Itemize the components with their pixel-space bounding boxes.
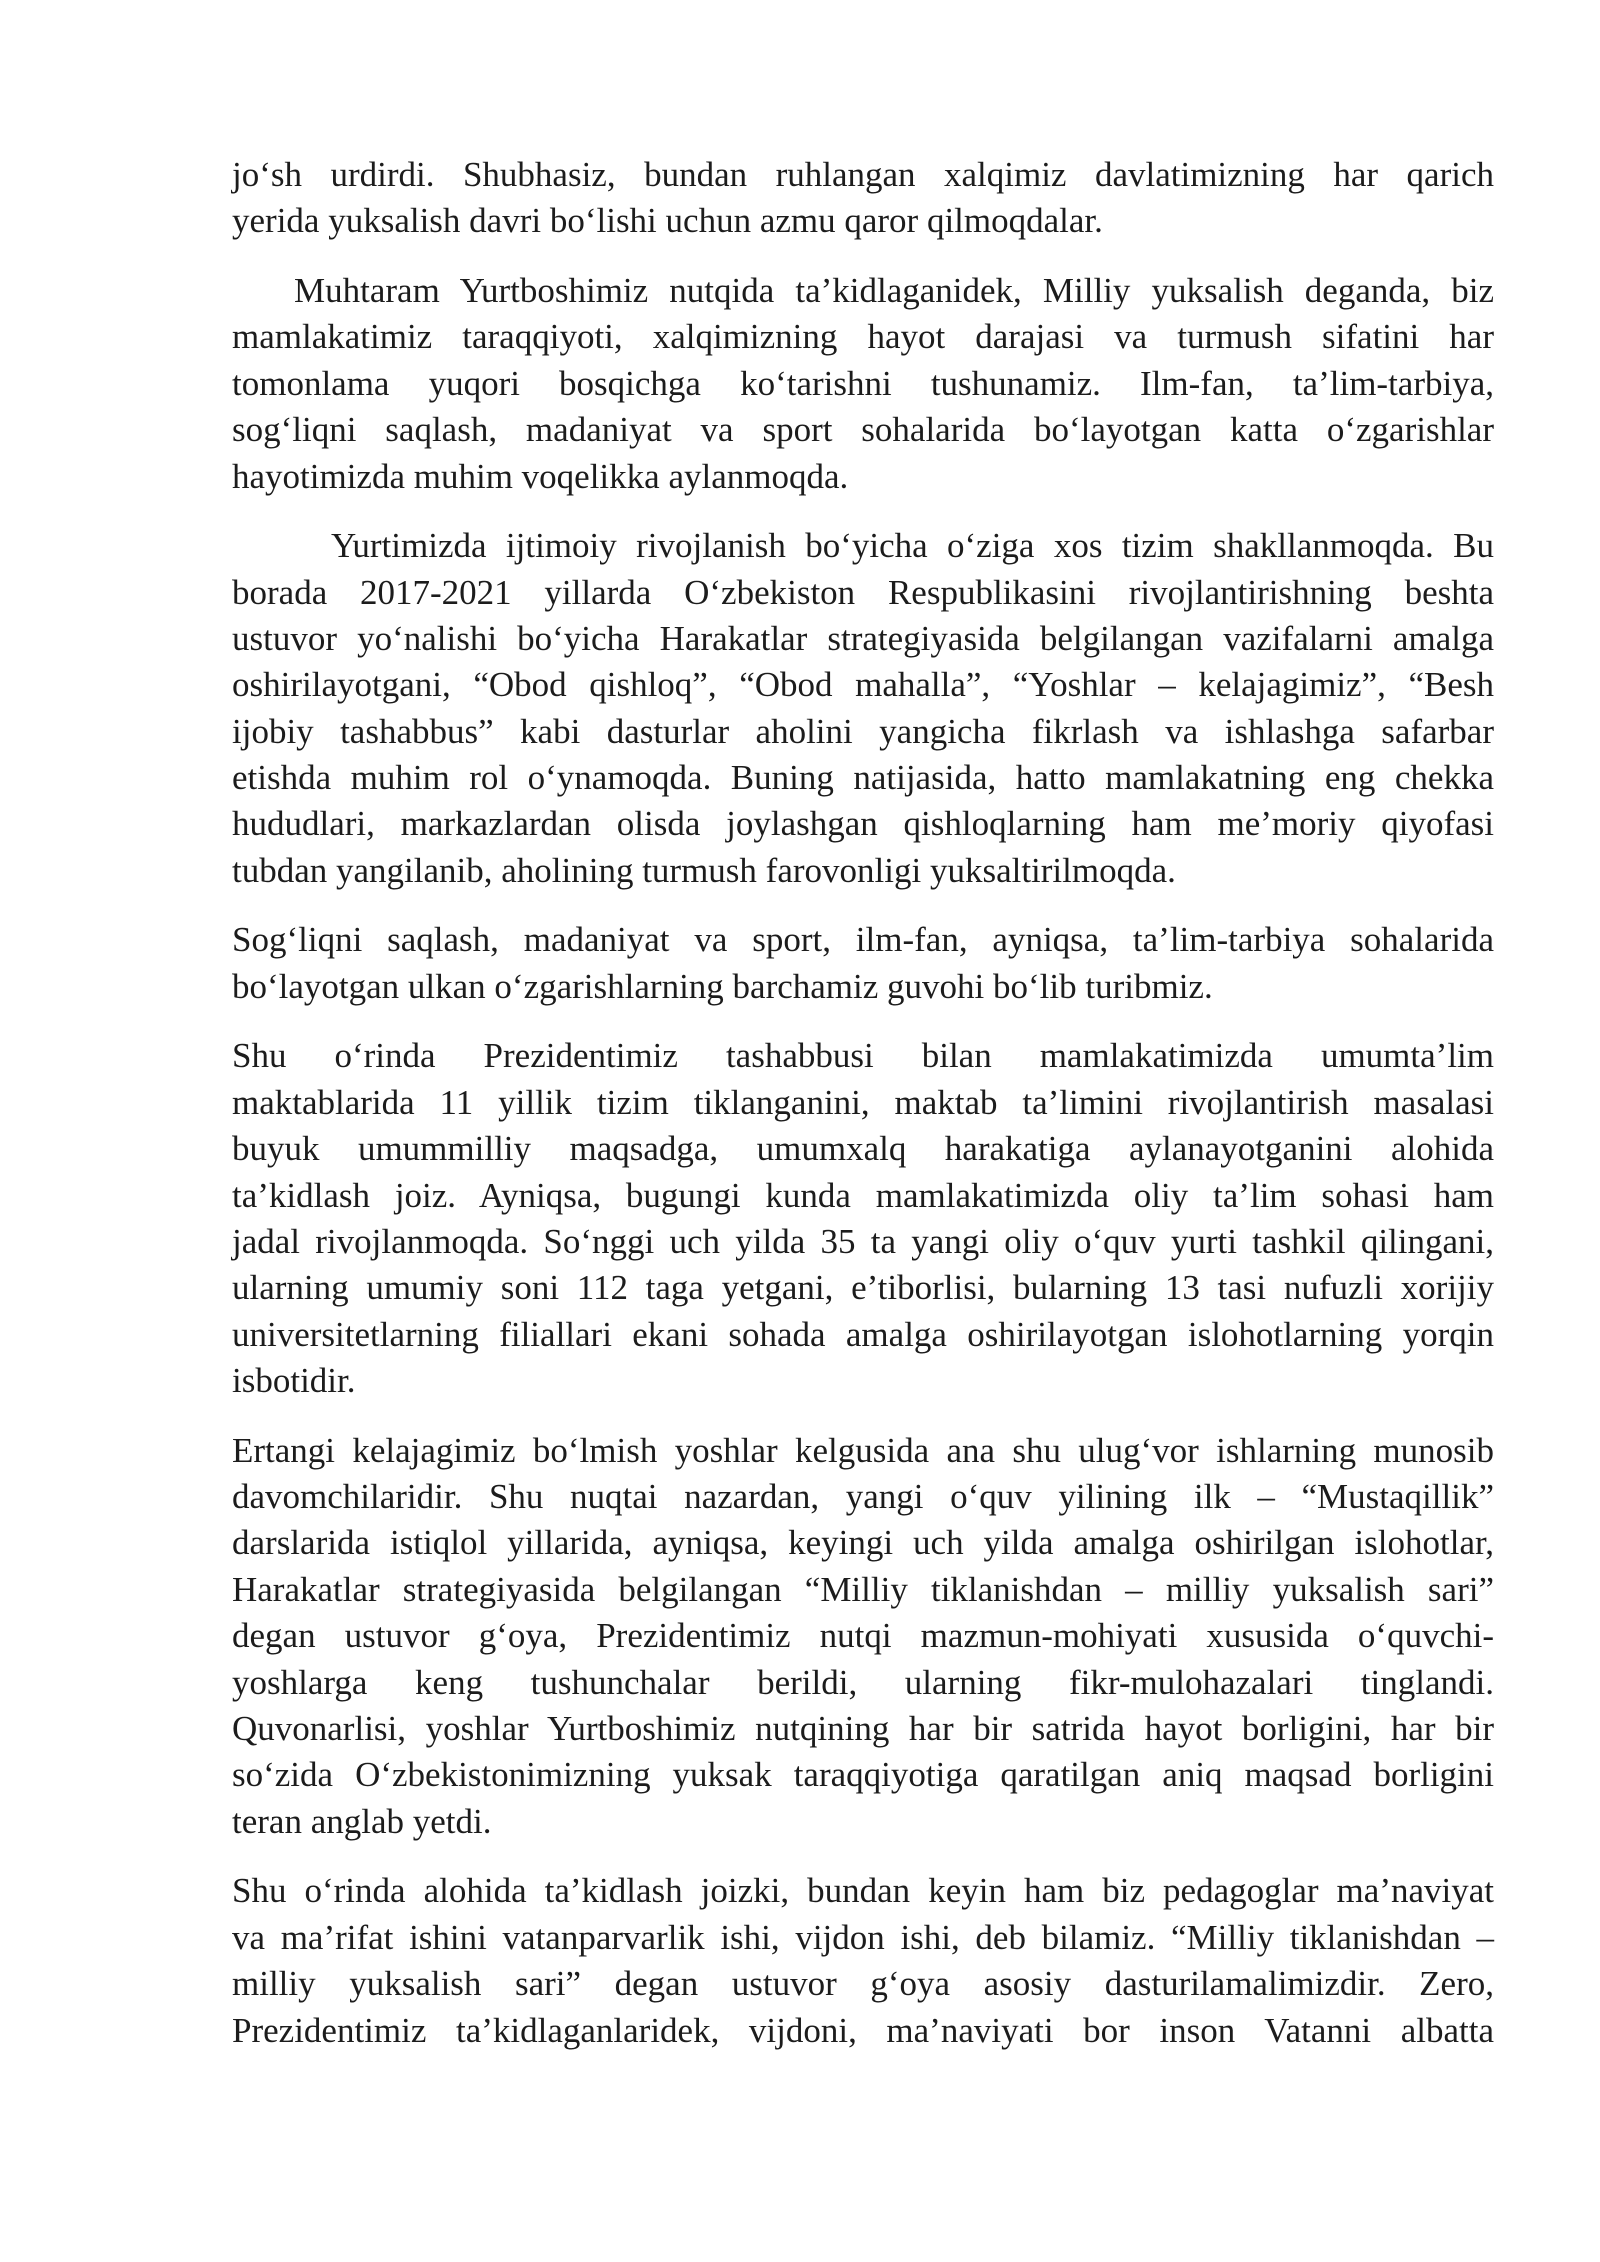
text-line: Muhtaram Yurtboshimiz nutqida ta’kidlaganidek, Milliy yuksalish deganda, biz xyxy=(294,270,1494,310)
paragraph xyxy=(232,1868,1494,2054)
text-line: borada 2017-2021 yillarda O‘zbekiston Respublikasini rivojlantirishning beshta xyxy=(232,572,1494,612)
text-line: hududlari, markazlardan olisda joylashgan qishloqlarning ham me’moriy qiyofasi xyxy=(232,804,1494,844)
paragraph xyxy=(232,1428,1494,1846)
text-line: hayotimizda muhim voqelikka aylanmoqda. xyxy=(232,456,849,496)
paragraph xyxy=(232,1033,1494,1404)
text-line: darslarida istiqlol yillarida, ayniqsa, keyingi uch yilda amalga oshirilgan islohotlar, xyxy=(232,1523,1494,1563)
text-line: yoshlarga keng tushunchalar berildi, ularning fikr-mulohazalari tinglandi. xyxy=(232,1662,1494,1702)
text-line: Sog‘liqni saqlash, madaniyat va sport, ilm-fan, ayniqsa, ta’lim-tarbiya sohalarida xyxy=(232,920,1494,960)
text-line: isbotidir. xyxy=(232,1361,356,1401)
text-line: sog‘liqni saqlash, madaniyat va sport sohalarida bo‘layotgan katta o‘zgarishlar xyxy=(232,410,1494,450)
text-line: davomchilaridir. Shu nuqtai nazardan, yangi o‘quv yilining ilk – “Mustaqillik” xyxy=(232,1477,1494,1517)
text-line: Quvonarlisi, yoshlar Yurtboshimiz nutqining har bir satrida hayot borligini, har bir xyxy=(232,1709,1494,1749)
text-line: tubdan yangilanib, aholining turmush farovonligi yuksaltirilmoqda. xyxy=(232,850,1176,890)
text-line: etishda muhim rol o‘ynamoqda. Buning natijasida, hatto mamlakatning eng chekka xyxy=(232,758,1494,798)
text-line: degan ustuvor g‘oya, Prezidentimiz nutqi mazmun-mohiyati xususida o‘quvchi- xyxy=(232,1616,1494,1656)
text-line: Shu o‘rinda alohida ta’kidlash joizki, bundan keyin ham biz pedagoglar ma’naviyat xyxy=(232,1871,1494,1911)
text-line: universitetlarning filiallari ekani sohada amalga oshirilayotgan islohotlarning yorqin xyxy=(232,1314,1494,1354)
text-line: oshirilayotgani, “Obod qishloq”, “Obod mahalla”, “Yoshlar – kelajagimiz”, “Besh xyxy=(232,665,1494,705)
text-line: teran anglab yetdi. xyxy=(232,1801,492,1841)
text-line: va ma’rifat ishini vatanparvarlik ishi, vijdon ishi, deb bilamiz. “Milliy tiklanishdan – xyxy=(232,1917,1494,1957)
text-line: ularning umumiy soni 112 taga yetgani, e’tiborlisi, bularning 13 tasi nufuzli xorijiy xyxy=(232,1268,1494,1308)
paragraph xyxy=(232,268,1494,500)
paragraph xyxy=(232,917,1494,1010)
text-line: tomonlama yuqori bosqichga ko‘tarishni tushunamiz. Ilm-fan, ta’lim-tarbiya, xyxy=(232,363,1494,403)
text-line: mamlakatimiz taraqqiyoti, xalqimizning hayot darajasi va turmush sifatini har xyxy=(232,317,1494,357)
text-line: Harakatlar strategiyasida belgilangan “Milliy tiklanishdan – milliy yuksalish sari” xyxy=(232,1569,1494,1609)
text-line: buyuk umummilliy maqsadga, umumxalq harakatiga aylanayotganini alohida xyxy=(232,1129,1494,1169)
text-line: maktablarida 11 yillik tizim tiklanganini, maktab ta’limini rivojlantirish masalasi xyxy=(232,1082,1494,1122)
text-line: yerida yuksalish davri bo‘lishi uchun azmu qaror qilmoqdalar. xyxy=(232,201,1103,241)
text-line: ta’kidlash joiz. Ayniqsa, bugungi kunda mamlakatimizda oliy ta’lim sohasi ham xyxy=(232,1175,1494,1215)
text-line: ustuvor yo‘nalishi bo‘yicha Harakatlar strategiyasida belgilangan vazifalarni amalga xyxy=(232,618,1494,658)
text-line: so‘zida O‘zbekistonimizning yuksak taraqqiyotiga qaratilgan aniq maqsad borligini xyxy=(232,1755,1494,1795)
text-line: Shu o‘rinda Prezidentimiz tashabbusi bilan mamlakatimizda umumta’lim xyxy=(232,1036,1494,1076)
text-line: Ertangi kelajagimiz bo‘lmish yoshlar kelgusida ana shu ulug‘vor ishlarning munosib xyxy=(232,1430,1494,1470)
text-line: jadal rivojlanmoqda. So‘nggi uch yilda 35 ta yangi oliy o‘quv yurti tashkil qilingani, xyxy=(232,1221,1494,1261)
paragraph xyxy=(232,523,1494,894)
text-line: ijobiy tashabbus” kabi dasturlar aholini yangicha fikrlash va ishlashga safarbar xyxy=(232,711,1494,751)
text-line: Prezidentimiz ta’kidlaganlaridek, vijdoni, ma’naviyati bor inson Vatanni albatta xyxy=(232,2010,1494,2050)
text-line: bo‘layotgan ulkan o‘zgarishlarning barchamiz guvohi bo‘lib turibmiz. xyxy=(232,966,1213,1006)
text-line: Yurtimizda ijtimoiy rivojlanish bo‘yicha o‘ziga xos tizim shakllanmoqda. Bu xyxy=(331,526,1494,566)
text-line: milliy yuksalish sari” degan ustuvor g‘oya asosiy dasturilamalimizdir. Zero, xyxy=(232,1964,1494,2004)
text-line: jo‘sh urdirdi. Shubhasiz, bundan ruhlangan xalqimiz davlatimizning har qarich xyxy=(232,155,1494,194)
page-body xyxy=(232,152,1494,2077)
paragraph xyxy=(232,152,1494,245)
